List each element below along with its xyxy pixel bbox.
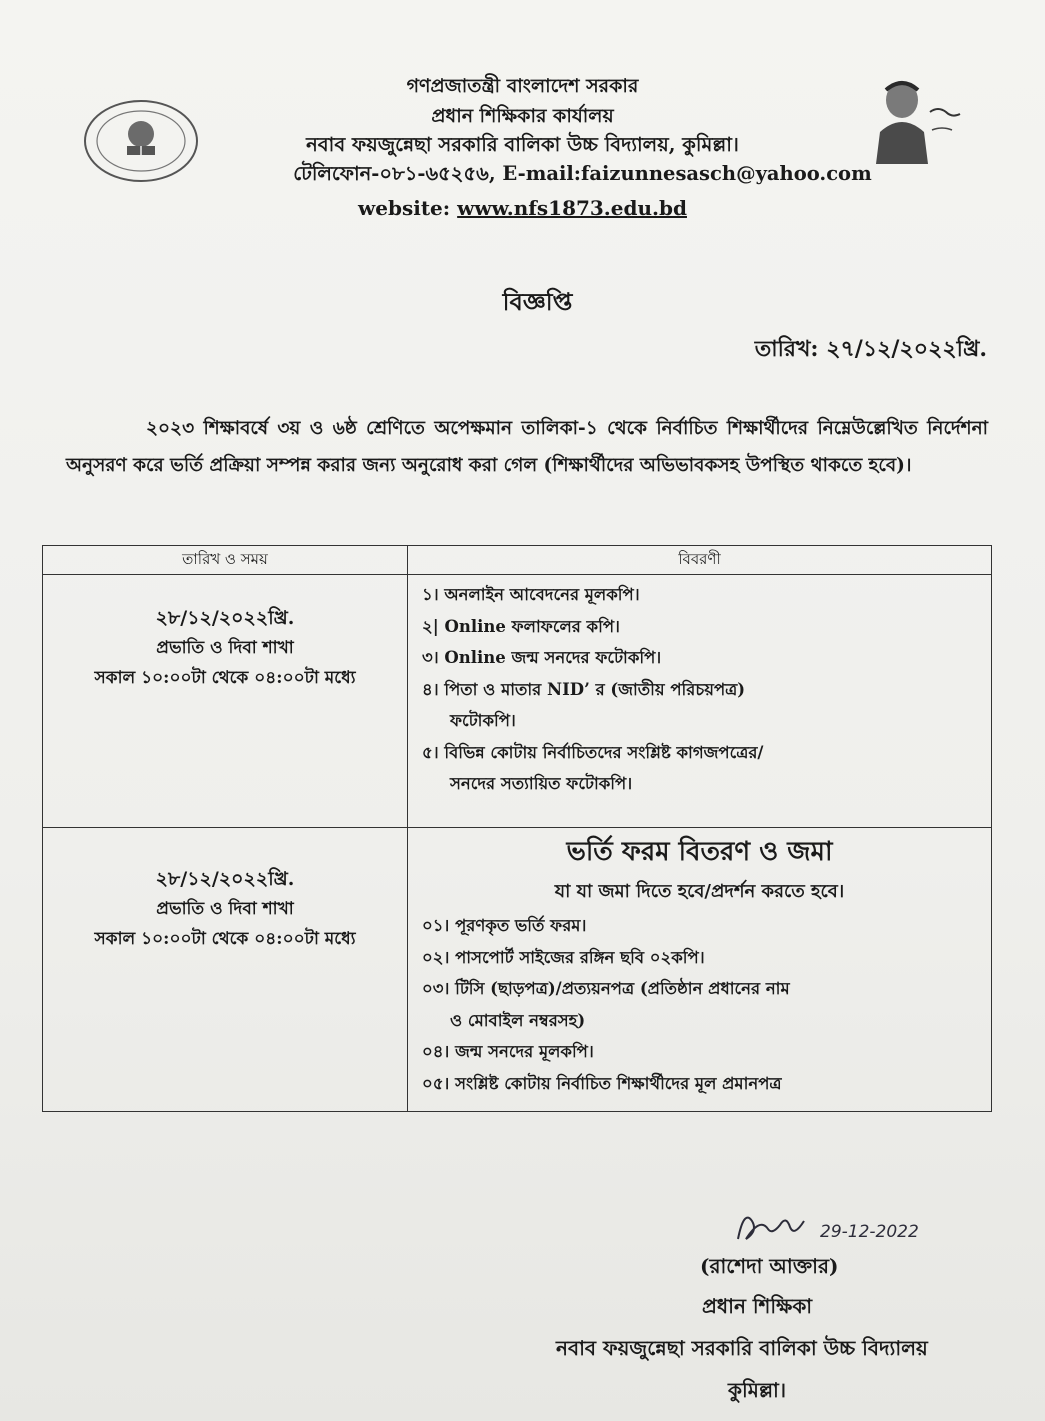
row2-time: সকাল ১০:০০টা থেকে ০৪:০০টা মধ্যে xyxy=(94,929,356,949)
admission-schedule-table xyxy=(42,545,992,1112)
contact-line: টেলিফোন-০৮১-৬৫২৫৬, E-mail:faizunnesasch@yahoo.com xyxy=(293,162,872,185)
office-title: প্রধান শিক্ষিকার কার্যালয় xyxy=(431,105,614,127)
row1-description xyxy=(408,575,992,828)
header-description: বিবরণী xyxy=(408,546,992,575)
website-line xyxy=(0,196,1045,220)
list-item: ১। অনলাইন আবেদনের মূলকপি। xyxy=(422,585,640,604)
row1-date: ২৮/১২/২০২২খ্রি. xyxy=(155,607,295,629)
row2-date: ২৮/১২/২০২২খ্রি. xyxy=(155,868,295,890)
row1-time: সকাল ১০:০০টা থেকে ০৪:০০টা মধ্যে xyxy=(94,668,356,688)
govt-title: গণপ্রজাতন্ত্রী বাংলাদেশ সরকার xyxy=(406,75,639,97)
signatory-name: (রাশেদা আক্তার) xyxy=(700,1254,839,1278)
signatory-city: কুমিল্লা। xyxy=(728,1378,786,1402)
header-date-time: তারিখ ও সময় xyxy=(43,546,408,575)
row1-shift: প্রভাতি ও দিবা শাখা xyxy=(156,638,294,658)
row2-shift: প্রভাতি ও দিবা শাখা xyxy=(156,899,294,919)
row2-date-time xyxy=(43,828,408,1112)
list-item: ০৪। জন্ম সনদের মূলকপি। xyxy=(422,1042,594,1061)
notice-paragraph-text: ২০২৩ শিক্ষাবর্ষে ৩য় ও ৬ষ্ঠ শ্রেণিতে অপেক্ষমান তালিকা-১ থেকে নির্বাচিত শিক্ষার্থীদের নিম্নেউল্লেখিত নির্দেশনা অনুসরণ করে ভর্তি প্রক্রিয়া সম্পন্ন করার জন্য অনুরোধ করা গেল (শিক্ষার্থীদের অভিভাবকসহ উপস্থিত থাকতে হবে)। xyxy=(66,418,988,476)
row2-description xyxy=(408,828,992,1112)
list-item: ০৩। টিসি (ছাড়পত্র)/প্রত্যয়নপত্র (প্রতিষ্ঠান প্রধানের নাম xyxy=(422,979,790,998)
table-row xyxy=(43,828,992,1112)
school-name: নবাব ফয়জুন্নেছা সরকারি বালিকা উচ্চ বিদ্যালয়, কুমিল্লা। xyxy=(306,133,739,156)
list-item: ২| Online ফলাফলের কপি। xyxy=(422,616,620,636)
row1-date-time xyxy=(43,575,408,828)
list-item: ৫। বিভিন্ন কোটায় নির্বাচিতদের সংশ্লিষ্ট কাগজপত্রের/ xyxy=(422,742,764,762)
notice-paragraph xyxy=(66,410,988,484)
list-item: ৩। Online জন্ম সনদের ফটোকপি। xyxy=(422,648,662,667)
notice-title: বিজ্ঞপ্তি xyxy=(502,287,573,316)
list-item: ফটোকপি। xyxy=(450,711,516,730)
website-link[interactable]: www.nfs1873.edu.bd xyxy=(457,196,687,220)
list-item: ৪। পিতা ও মাতার NID’ র (জাতীয় পরিচয়পত্র) xyxy=(422,679,746,699)
signatory-designation: প্রধান শিক্ষিকা xyxy=(702,1294,813,1318)
list-item: ও মোবাইল নম্বরসহ) xyxy=(450,1010,586,1030)
list-item: ০৫। সংশ্লিষ্ট কোটায় নির্বাচিত শিক্ষার্থীদের মূল প্রমানপত্র xyxy=(422,1073,782,1093)
table-row xyxy=(43,575,992,828)
list-item: সনদের সত্যায়িত ফটোকপি। xyxy=(450,774,633,793)
signature-icon xyxy=(720,1195,960,1255)
form-distribution-heading: ভর্তি ফরম বিতরণ ও জমা xyxy=(566,837,833,867)
table-header-row xyxy=(43,546,992,575)
submission-subheading: যা যা জমা দিতে হবে/প্রদর্শন করতে হবে। xyxy=(554,881,845,902)
signature-date: 29-12-2022 xyxy=(820,1222,919,1242)
list-item: ০১। পূরণকৃত ভর্তি ফরম। xyxy=(422,916,587,935)
signatory-institution: নবাব ফয়জুন্নেছা সরকারি বালিকা উচ্চ বিদ্যালয় xyxy=(556,1336,928,1360)
list-item: ০২। পাসপোর্ট সাইজের রঙ্গিন ছবি ০২কপি। xyxy=(422,947,705,967)
notice-date: তারিখ: ২৭/১২/২০২২খ্রি. xyxy=(754,336,987,362)
website-label: website: xyxy=(358,196,451,220)
